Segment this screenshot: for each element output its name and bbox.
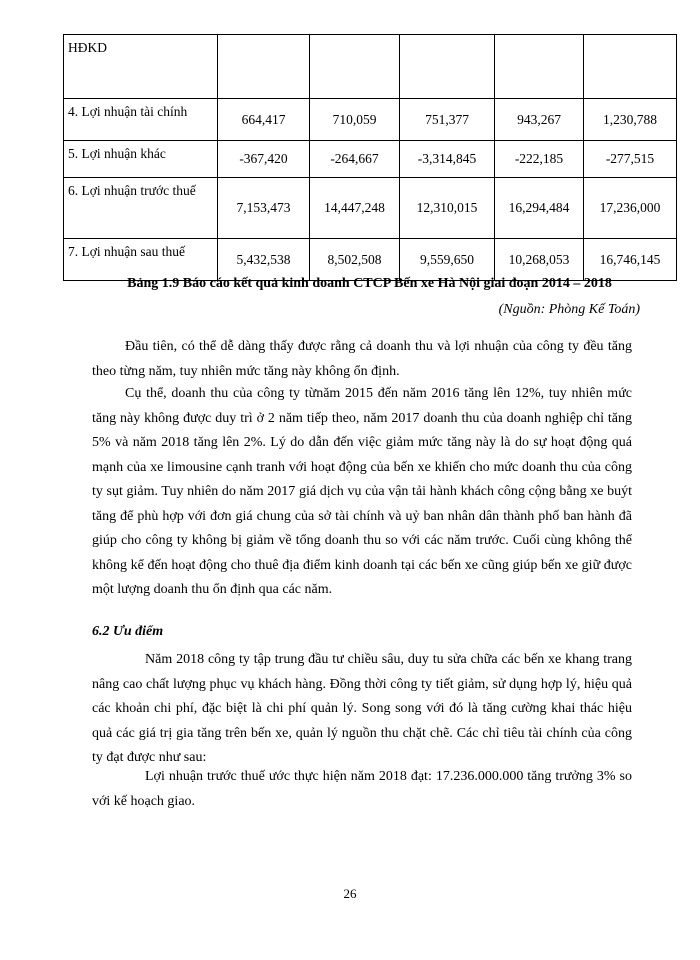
- table-cell: 8,502,508: [310, 239, 400, 281]
- table-cell: [584, 35, 677, 99]
- table-cell: 710,059: [310, 99, 400, 141]
- table-cell: [310, 35, 400, 99]
- table-cell: [400, 35, 495, 99]
- table-cell: [218, 35, 310, 99]
- table-cell: 7,153,473: [218, 178, 310, 239]
- table-cell: 1,230,788: [584, 99, 677, 141]
- table-cell: 16,746,145: [584, 239, 677, 281]
- table-row: [64, 99, 677, 141]
- table-cell: -264,667: [310, 141, 400, 178]
- table-cell: -367,420: [218, 141, 310, 178]
- table-cell: 10,268,053: [495, 239, 584, 281]
- table-cell: -3,314,845: [400, 141, 495, 178]
- row-label: 5. Lợi nhuận khác: [64, 141, 218, 178]
- table-caption: Bảng 1.9 Báo cáo kết quả kinh doanh CTCP Bến xe Hà Nội giai đoạn 2014 – 2018: [127, 276, 612, 291]
- table-cell: -222,185: [495, 141, 584, 178]
- section-heading: 6.2 Ưu điểm: [92, 624, 164, 639]
- paragraph-advantages: Năm 2018 công ty tập trung đầu tư chiều sâu, duy tu sửa chữa các bến xe khang trang nâng cao chất lượng phục vụ khách hàng. Đồng thời công ty tiết giảm, sử dụng hợp lý, hiệu quả các khoản chi phí, đặc biệt là chi phí quản lý. Song song với đó là tăng cường khai thác hiệu quả các giá trị gia tăng trên bến xe, quản lý nguồn thu chặt chẽ. Các chỉ tiêu tài chính của công ty đạt được như sau:: [92, 652, 632, 765]
- table-row: [64, 178, 677, 239]
- table-cell: 14,447,248: [310, 178, 400, 239]
- page-number: 26: [343, 886, 357, 901]
- table-cell: [495, 35, 584, 99]
- table-cell: 664,417: [218, 99, 310, 141]
- row-label: HĐKD: [64, 35, 218, 99]
- table-row: [64, 141, 677, 178]
- row-label: 6. Lợi nhuận trước thuế: [64, 178, 218, 239]
- row-label: 7. Lợi nhuận sau thuế: [64, 239, 218, 281]
- table-source: (Nguồn: Phòng Kế Toán): [498, 302, 640, 317]
- table-cell: 751,377: [400, 99, 495, 141]
- table-row: [64, 35, 677, 99]
- table-cell: 16,294,484: [495, 178, 584, 239]
- paragraph-overview: Đầu tiên, có thể dễ dàng thấy được rằng cả doanh thu và lợi nhuận của công ty đều tăng theo từng năm, tuy nhiên mức tăng này không ổn định.: [92, 339, 632, 379]
- table-cell: 5,432,538: [218, 239, 310, 281]
- table-cell: 9,559,650: [400, 239, 495, 281]
- paragraph-details: Cụ thể, doanh thu của công ty từnăm 2015 đến năm 2016 tăng lên 12%, tuy nhiên mức tăng này không được duy trì ở 2 năm tiếp theo, năm 2017 doanh thu của doanh nghiệp chỉ tăng 5% và năm 2018 tăng lên 2%. Lý do dẫn đến việc giảm mức tăng này là do sự hoạt động quá mạnh của xe limousine cạnh tranh với hoạt động của bến xe khiến cho mức doanh thu của công ty sụt giảm. Tuy nhiên do năm 2017 giá dịch vụ của vận tải hành khách công cộng bằng xe buýt tăng để phù hợp với đơn giá chung của sở tài chính và uỷ ban nhân dân thành phố ban hành đã giúp cho công ty không bị giảm về tổng doanh thu so với các năm trước. Cuối cùng không thể không kể đến hoạt động cho thuê địa điểm kinh doanh tại các bến xe cũng giúp bến xe giữ được một lượng doanh thu ổn định qua các năm.: [92, 386, 632, 597]
- financial-results-table: [63, 34, 677, 281]
- table-cell: -277,515: [584, 141, 677, 178]
- paragraph-profit: Lợi nhuận trước thuế ước thực hiện năm 2018 đạt: 17.236.000.000 tăng trưởng 3% so với kế hoạch giao.: [92, 769, 632, 809]
- table-cell: 943,267: [495, 99, 584, 141]
- table-cell: 17,236,000: [584, 178, 677, 239]
- row-label: 4. Lợi nhuận tài chính: [64, 99, 218, 141]
- table-row: [64, 239, 677, 281]
- table-cell: 12,310,015: [400, 178, 495, 239]
